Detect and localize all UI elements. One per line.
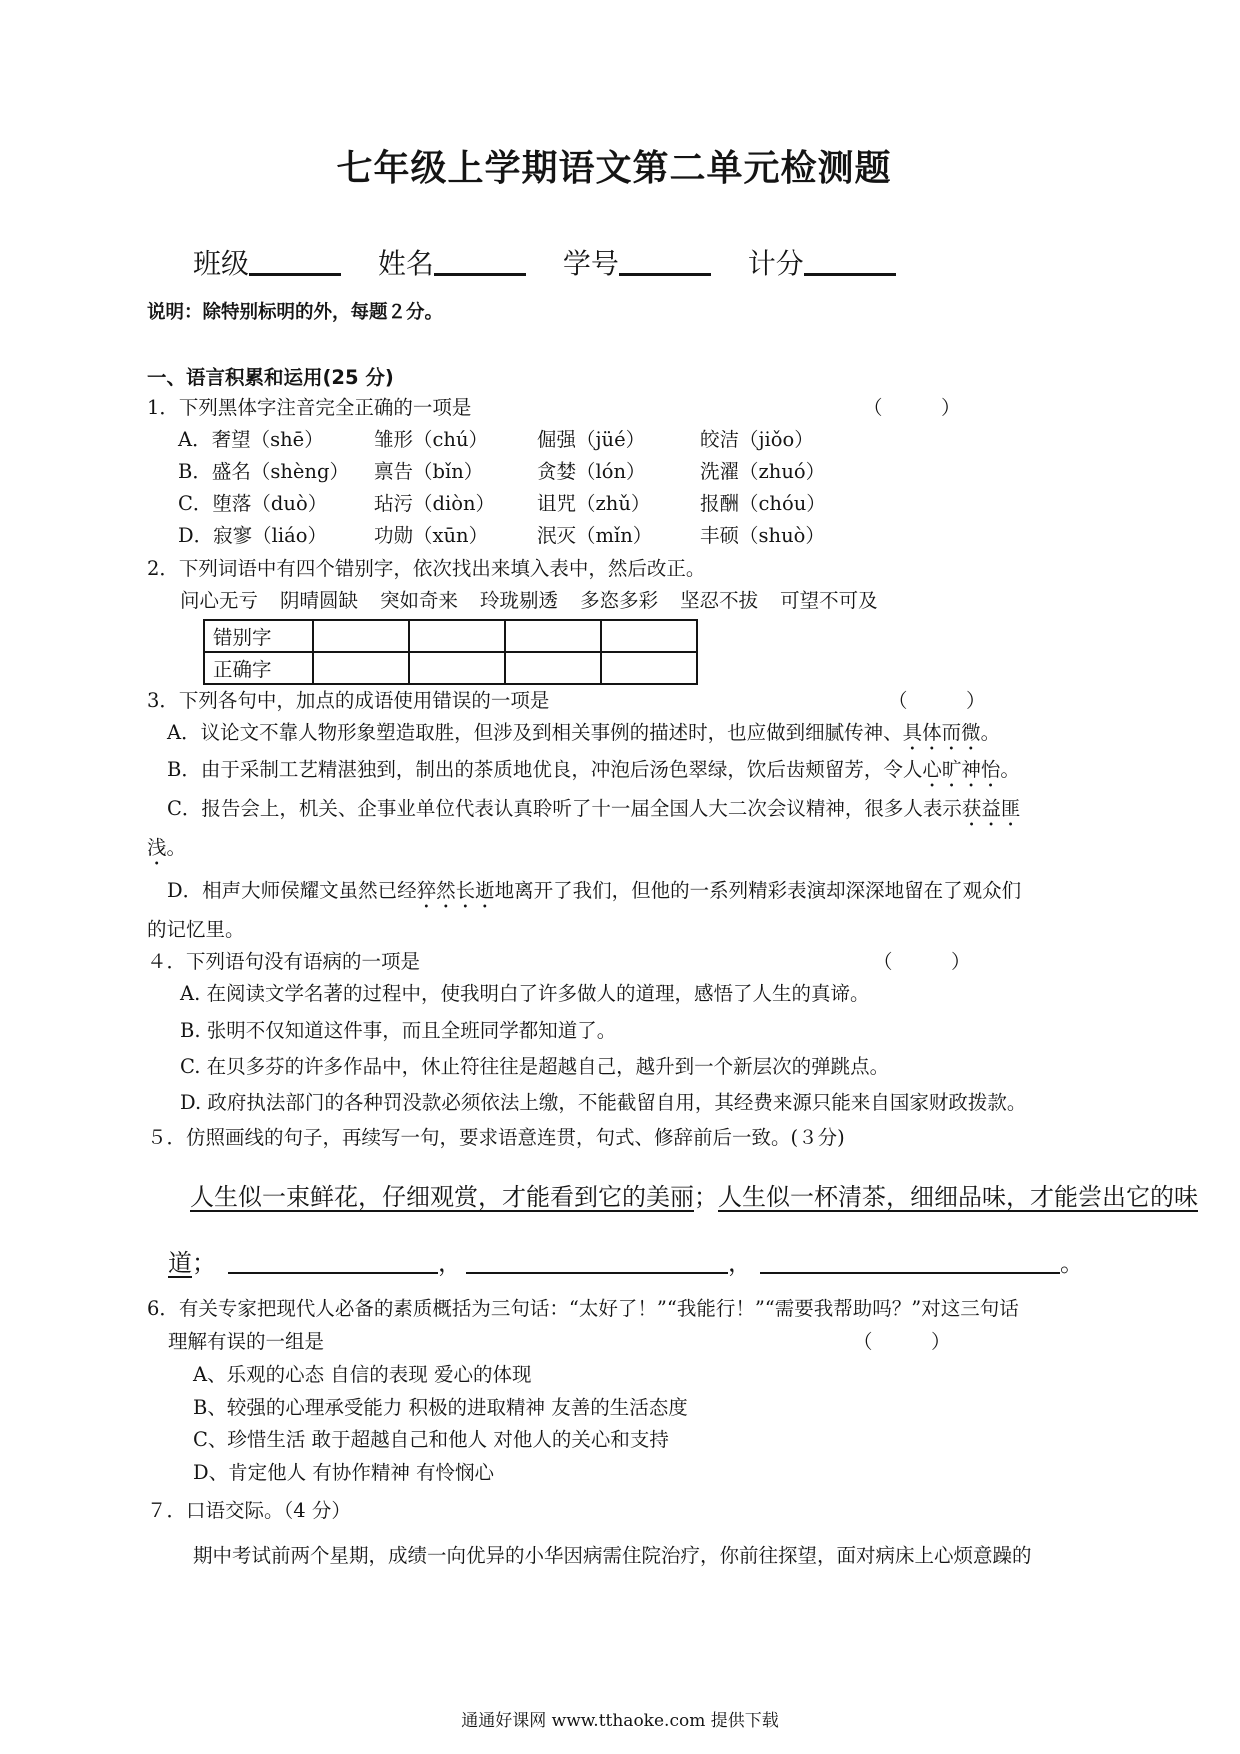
question-stem: 2．下列词语中有四个错别字，依次找出来填入表中，然后改正。	[147, 557, 706, 580]
option-d-4: 丰硕（shuò）	[700, 524, 825, 547]
option-text: B．由于采制工艺精湛独到，制出的茶质地优良，冲泡后汤色翠绿，饮后齿颊留芳，令人	[167, 758, 923, 781]
option-d-cont: 的记忆里。	[147, 918, 245, 941]
option-c-1: C．堕落（duò）	[178, 492, 328, 515]
option-d: D、肯定他人 有协作精神 有怜悯心	[193, 1461, 495, 1484]
dotted-idiom: 猝然长逝	[416, 879, 495, 902]
question-stem: 6．有关专家把现代人必备的素质概括为三句话：“太好了！”“我能行！”“需要我帮助吗？”对这三句话	[147, 1297, 1019, 1320]
option-b	[167, 754, 1020, 792]
option-text: 地离开了我们，但他的一系列精彩表演却深深地留在了观众们	[494, 879, 1022, 902]
underlined-sentence: 人生似一杯清茶，细细品味，才能尝出它的味	[718, 1183, 1198, 1211]
punctuation: 。	[1000, 758, 1020, 781]
table-cell[interactable]	[409, 652, 505, 684]
score-label: 计分	[747, 247, 804, 280]
punctuation: 。	[1060, 1249, 1084, 1277]
correction-table	[203, 619, 698, 685]
option-d-1: D．寂寥（liáo）	[178, 524, 327, 547]
name-label: 姓名	[377, 247, 434, 280]
table-cell[interactable]	[313, 620, 409, 652]
class-field[interactable]	[193, 242, 341, 282]
punctuation: ；	[694, 1183, 718, 1211]
instructions-note: 说明：除特别标明的外，每题２分。	[147, 302, 444, 323]
table-cell[interactable]	[505, 620, 601, 652]
name-blank[interactable]	[434, 247, 526, 276]
word-item: 问心无亏	[180, 589, 259, 612]
option-c: C、珍惜生活 敢于超越自己和他人 对他人的关心和支持	[193, 1428, 669, 1451]
option-b-3: 贪婪（lón）	[537, 460, 646, 483]
question-text: 期中考试前两个星期，成绩一向优异的小华因病需住院治疗，你前往探望，面对病床上心烦意躁的	[193, 1544, 1032, 1567]
table-cell[interactable]	[313, 652, 409, 684]
number-label: 学号	[562, 247, 619, 280]
word-item: 可望不可及	[780, 589, 878, 612]
page-footer: 通通好课网 www.tthaoke.com 提供下载	[461, 1711, 779, 1731]
option-a-2: 雏形（chú）	[374, 428, 489, 451]
section-heading: 一、语言积累和运用(25 分)	[147, 366, 394, 389]
option-b-1: B．盛名（shèng）	[178, 460, 349, 483]
option-b-4: 洗濯（zhuó）	[700, 460, 826, 483]
row-header-wrong: 错别字	[204, 620, 313, 652]
question-stem: ５．仿照画线的句子，再续写一句，要求语意连贯，句式、修辞前后一致。(３分)	[147, 1126, 845, 1149]
question-stem: ７．口语交际。（4 分）	[147, 1499, 351, 1522]
table-cell[interactable]	[601, 652, 697, 684]
option-c: C. 在贝多芬的许多作品中，休止符往往是超越自己，越升到一个新层次的弹跳点。	[180, 1055, 890, 1078]
word-item: 突如奇来	[380, 589, 459, 612]
table-cell[interactable]	[505, 652, 601, 684]
dotted-idiom: 具体而微	[902, 721, 981, 744]
answer-parens[interactable]: （ ）	[873, 950, 971, 973]
option-d: D. 政府执法部门的各种罚没款必须依法上缴，不能截留自用，其经费来源只能来自国家财政拨款。	[180, 1091, 1027, 1114]
option-c-3: 诅咒（zhǔ）	[537, 492, 651, 515]
option-a: A、乐观的心态 自信的表现 爱心的体现	[193, 1363, 532, 1386]
number-blank[interactable]	[619, 247, 711, 276]
table-cell[interactable]	[601, 620, 697, 652]
option-d	[167, 875, 1021, 913]
class-label: 班级	[193, 247, 250, 280]
dotted-idiom: 心旷神怡	[922, 758, 1001, 781]
question-stem: 1．下列黑体字注音完全正确的一项是	[147, 396, 472, 419]
row-header-correct: 正确字	[204, 652, 313, 684]
punctuation: ，	[438, 1249, 462, 1277]
page-title: 七年级上学期语文第二单元检测题	[336, 148, 892, 189]
option-text: D．相声大师侯耀文虽然已经	[167, 879, 417, 902]
question-stem: ４．下列语句没有语病的一项是	[147, 950, 421, 973]
word-item: 阴晴圆缺	[280, 589, 359, 612]
continuation-line	[168, 1243, 1084, 1278]
question-stem: 3．下列各句中，加点的成语使用错误的一项是	[147, 689, 550, 712]
answer-blank[interactable]	[760, 1248, 1060, 1274]
option-a	[167, 717, 1000, 755]
option-c-2: 玷污（diòn）	[374, 492, 496, 515]
word-item: 坚忍不拔	[680, 589, 759, 612]
answer-parens[interactable]: （ ）	[853, 1330, 951, 1353]
punctuation: ，	[728, 1249, 752, 1277]
word-list	[180, 585, 878, 613]
option-c	[167, 793, 1020, 831]
word-item: 多恣多彩	[580, 589, 659, 612]
option-a-4: 皎洁（jiǒo）	[700, 428, 814, 451]
underlined-sentence: 人生似一束鲜花，仔细观赏，才能看到它的美丽	[190, 1183, 694, 1211]
option-a-3: 倔强（jüé）	[537, 428, 646, 451]
score-blank[interactable]	[804, 247, 896, 276]
option-c-cont	[147, 832, 186, 870]
answer-parens[interactable]: （ ）	[888, 689, 986, 712]
question-stem-cont: 理解有误的一组是	[168, 1330, 325, 1353]
table-row	[204, 620, 697, 652]
option-b-2: 禀告（bǐn）	[374, 460, 484, 483]
class-blank[interactable]	[249, 247, 341, 276]
number-field[interactable]	[563, 242, 711, 282]
answer-blank[interactable]	[466, 1248, 728, 1274]
score-field[interactable]	[748, 242, 896, 282]
word-item: 玲珑剔透	[480, 589, 559, 612]
option-b: B、较强的心理承受能力 积极的进取精神 友善的生活态度	[193, 1396, 688, 1419]
model-sentence	[190, 1177, 1198, 1212]
table-row	[204, 652, 697, 684]
dotted-idiom: 浅	[147, 836, 167, 859]
option-d-3: 泯灭（mǐn）	[537, 524, 653, 547]
dotted-idiom: 获益匪	[961, 797, 1021, 820]
punctuation: 。	[980, 721, 1001, 744]
answer-blank[interactable]	[228, 1248, 438, 1274]
option-text: C．报告会上，机关、企事业单位代表认真聆听了十一届全国人大二次会议精神，很多人表示	[167, 797, 962, 820]
punctuation: ；	[192, 1249, 216, 1277]
option-text: A．议论文不靠人物形象塑造取胜，但涉及到相关事例的描述时，也应做到细腻传神、	[167, 721, 903, 744]
option-c-4: 报酬（chóu）	[700, 492, 826, 515]
student-info-row	[193, 242, 924, 282]
answer-parens[interactable]: （ ）	[863, 396, 961, 419]
table-cell[interactable]	[409, 620, 505, 652]
punctuation: 。	[166, 836, 187, 859]
option-a: A. 在阅读文学名著的过程中，使我明白了许多做人的道理，感悟了人生的真谛。	[180, 982, 870, 1005]
underlined-sentence: 道	[168, 1249, 192, 1277]
option-b: B. 张明不仅知道这件事，而且全班同学都知道了。	[180, 1019, 617, 1042]
option-d-2: 功勋（xūn）	[374, 524, 489, 547]
name-field[interactable]	[378, 242, 526, 282]
option-a-1: A．奢望（shē）	[178, 428, 324, 451]
